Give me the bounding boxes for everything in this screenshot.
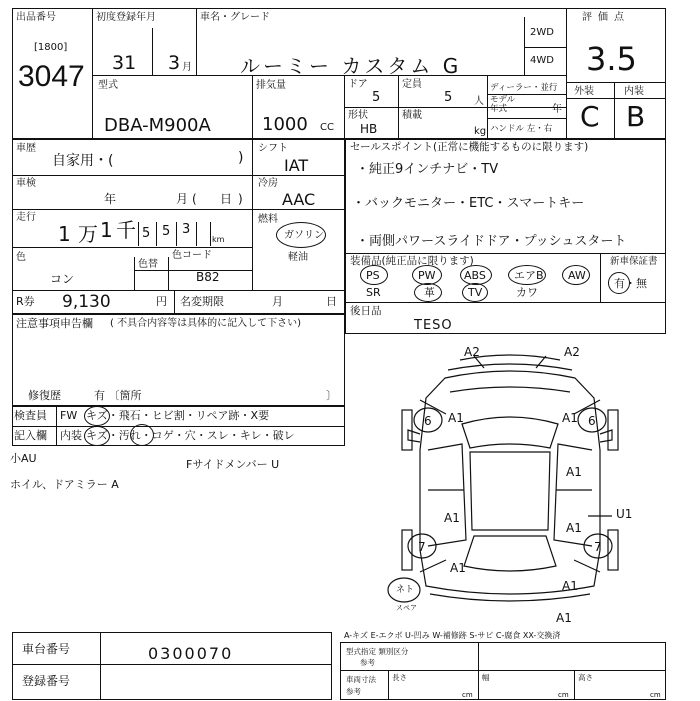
mark-rear-bottom: A1 (556, 611, 572, 625)
mark-right-rear-door: A1 (566, 521, 582, 535)
sales-point-2: ・バックモニター・ETC・スマートキー (352, 196, 585, 211)
month-unit: 月 (182, 62, 192, 73)
fuel-label: 燃料 (258, 214, 278, 225)
color-label: 色 (16, 252, 26, 263)
model-label: 型式 (98, 80, 118, 91)
post-fit-value: ТЕSО (414, 318, 453, 333)
equipment-sr: SR (366, 286, 381, 299)
equipment-ps-circle (360, 265, 388, 285)
inspection-day: 日 (220, 192, 233, 206)
registration-label: 登録番号 (22, 674, 71, 688)
first-registration-year: 31 (112, 52, 137, 74)
mark-front-right-fender: A1 (562, 411, 578, 425)
rear-left-wheel (402, 530, 412, 570)
fw-label: FW (60, 409, 78, 422)
car-damage-diagram (350, 340, 670, 630)
front-left-wheel (402, 410, 412, 450)
mark-left-rear-door: A1 (444, 511, 460, 525)
displacement-unit: CC (320, 122, 334, 133)
equipment-pw-circle (412, 265, 442, 285)
width-unit: cm (558, 691, 569, 699)
front-right-wheel (608, 410, 618, 450)
equipment-ps: PS (366, 269, 380, 282)
equipment-abs-circle (460, 265, 492, 285)
doors-label: ドア (348, 79, 368, 90)
mark-right-member: U1 (616, 507, 633, 521)
int-scratch-circle (84, 426, 110, 446)
color-code-label: 色コード (172, 250, 212, 261)
fw-items: キズ・飛石・ヒビ割・リペア跡・X要 (86, 409, 270, 422)
fw-scratch-circle (84, 406, 110, 426)
recycle-label: R券 (16, 295, 35, 308)
handle-label: ハンドル 左・右 (490, 124, 553, 134)
displacement-label: 排気量 (256, 80, 286, 91)
color-value: コン (50, 272, 75, 286)
spare-label: ネト (396, 585, 415, 595)
repair-close: 〕 (326, 389, 337, 402)
rear-window (464, 536, 556, 571)
lot-number: 3047 (18, 60, 85, 93)
displacement-value: 1000 (262, 114, 308, 135)
name-change-month: 月 (272, 295, 283, 308)
mileage-d5: 3 (182, 222, 191, 237)
drive-4wd: 4WD (530, 55, 554, 66)
notes-label: 注意事項申告欄 (16, 317, 93, 330)
handwritten-note-3: ホイル、ドアミラー A (10, 478, 119, 491)
handwritten-note-1: 小AU (10, 452, 37, 465)
equipment-leather: 革 (424, 286, 435, 299)
score-label: 評価点 (582, 12, 630, 23)
windshield (462, 417, 558, 448)
equipment-tv: TV (468, 286, 483, 299)
equipment-leather-kana: カワ (516, 286, 538, 299)
mileage-unit: km (212, 235, 225, 244)
length-unit: cm (462, 691, 473, 699)
shape-label: 形状 (348, 110, 368, 121)
mileage-d3: 5 (142, 226, 151, 241)
equipment-pw: PW (418, 269, 436, 282)
shift-value: IAT (284, 156, 309, 175)
warranty-value: 有・無 (614, 277, 647, 290)
int-stain-circle (130, 424, 154, 446)
legend: A-キズ E-エクボ U-凹み W-補修跡 S-サビ C-腐食 XX-交換済 (344, 631, 561, 640)
type-designation-label: 型式指定 類別区分 (346, 647, 409, 656)
color-code-value: B82 (196, 270, 220, 284)
inspection-label: 車検 (16, 178, 36, 189)
lot-number-label: 出品番号 (16, 12, 56, 23)
roof (470, 452, 550, 530)
type-designation-ref: 参考 (360, 658, 375, 667)
recycle-unit: 円 (156, 295, 167, 308)
tire-fl-value: 6 (424, 414, 432, 428)
lot-bracket: [1800] (34, 42, 68, 53)
shift-label: シフト (258, 143, 288, 154)
model-value: DBA-M900A (104, 115, 211, 136)
capacity-label: 定員 (402, 79, 422, 90)
first-registration-month: 3 (168, 52, 181, 74)
name-change-label: 名変期限 (180, 295, 224, 308)
chassis-label: 車台番号 (22, 642, 71, 656)
load-unit: kg (474, 126, 487, 137)
car-name-label: 車名・グレード (200, 12, 270, 23)
warranty-yes-circle (608, 272, 630, 294)
equipment-label: 装備品(純正品に限ります) (350, 255, 474, 267)
history-value: 自家用・( (52, 153, 114, 169)
mark-rear-left: A1 (450, 561, 466, 575)
front-bumper (448, 364, 572, 370)
car-name-value: ルーミー カスタム G (240, 54, 462, 78)
equipment-leather-circle (414, 283, 442, 302)
color-change-label: 色替 (138, 259, 158, 270)
mileage-sen: 千 (116, 218, 136, 242)
mileage-d4: 5 (162, 224, 171, 239)
mark-rear-side: A1 (562, 579, 578, 593)
capacity-unit: 人 (474, 96, 484, 107)
notes-sub: ( 不具合内容等は具体的に記入して下さい) (110, 318, 301, 329)
sales-points-label: セールスポイント(正常に機能するものに限ります) (350, 141, 589, 153)
warranty-label: 新車保証書 (610, 256, 658, 267)
inspection-year: 年 (104, 192, 117, 206)
year-unit: 年 (552, 104, 562, 115)
spare-sub-label: スペア (396, 604, 417, 612)
mark-front-left-fender: A1 (448, 411, 464, 425)
inspector-label: 検査員 (14, 409, 47, 422)
model-year-label: モデル年式 (490, 95, 516, 114)
inspection-paren-open: ( (192, 192, 197, 206)
rear-bumper (430, 594, 590, 601)
first-registration-label: 初度登録年月 (96, 12, 156, 23)
entry-label: 記入欄 (14, 429, 47, 442)
interior-check-label: 内装 (60, 429, 82, 442)
interior-grade: B (626, 100, 646, 133)
mileage-man: 万 (78, 222, 98, 246)
dealer-label: ディーラー・並行 (490, 83, 558, 93)
inspection-paren-close: ) (238, 192, 243, 206)
fuel-gasoline: ガソリン (284, 230, 324, 241)
equipment-aw: AW (568, 269, 586, 282)
vehicle-size-ref: 参考 (346, 687, 361, 696)
height-label: 高さ (578, 673, 593, 682)
doors-value: 5 (372, 90, 381, 105)
name-change-day: 日 (326, 295, 337, 308)
rear-right-wheel (608, 530, 618, 570)
mileage-d1: 1 (58, 222, 71, 246)
equipment-airbag: エアB (514, 269, 544, 282)
repair-value: 有 〔箇所 (94, 389, 142, 402)
repair-label: 修復歴 (28, 389, 61, 402)
shape-value: HB (360, 122, 378, 136)
equipment-aw-circle (562, 265, 590, 285)
width-label: 幅 (482, 673, 490, 682)
recycle-value: 9,130 (62, 292, 111, 312)
load-label: 積載 (402, 110, 422, 121)
interior-check-items: キズ・汚れ・コゲ・穴・スレ・キレ・破レ (86, 429, 295, 442)
drive-2wd: 2WD (530, 27, 554, 38)
tire-fr-value: 6 (588, 414, 596, 428)
capacity-value: 5 (444, 90, 453, 105)
exterior-grade: C (580, 100, 600, 133)
score-value: 3.5 (586, 40, 637, 78)
mileage-label: 走行 (16, 212, 36, 223)
mark-a2-left: A2 (464, 345, 480, 359)
vehicle-size-label: 車両寸法 (346, 675, 376, 684)
aircon-value: AAC (282, 190, 316, 209)
exterior-label: 外装 (574, 86, 594, 97)
aircon-label: 冷房 (258, 178, 278, 189)
sales-point-1: ・純正9インチナビ・TV (356, 162, 499, 177)
sales-point-3: ・両側パワースライドドア・プッシュスタート (356, 234, 627, 249)
mark-right-front-door: A1 (566, 465, 582, 479)
history-label: 車歴 (16, 143, 36, 154)
equipment-tv-circle (462, 283, 488, 302)
height-unit: cm (650, 691, 661, 699)
car-body-outline (420, 371, 600, 594)
mark-a2-right: A2 (564, 345, 580, 359)
tire-rl-value: 7 (418, 540, 426, 554)
inspection-month: 月 (176, 192, 189, 206)
history-close: ) (238, 150, 244, 166)
mileage-d2: 1 (100, 218, 113, 242)
handwritten-note-2: Fサイドメンバー U (186, 458, 280, 471)
tire-rr-value: 7 (594, 540, 602, 554)
equipment-airbag-circle (508, 265, 546, 285)
equipment-abs: ABS (464, 269, 486, 282)
post-fit-label: 後日品 (350, 305, 382, 317)
length-label: 長さ (392, 673, 407, 682)
chassis-value: 0300070 (148, 644, 234, 663)
interior-label: 内装 (624, 86, 644, 97)
fuel-light-oil: 軽油 (288, 252, 308, 263)
